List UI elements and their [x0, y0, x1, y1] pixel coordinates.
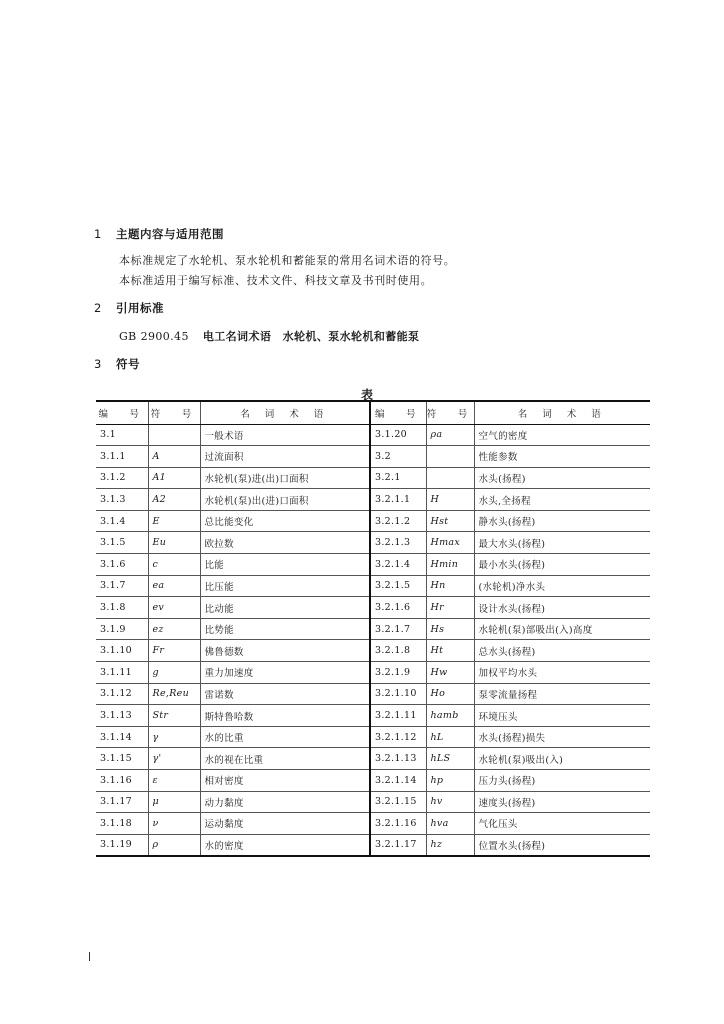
- table-row: [96, 424, 650, 446]
- table-row: [96, 748, 650, 770]
- cell-term: 最小水头(扬程): [474, 554, 650, 576]
- cell-number: 3.2.1.11: [370, 705, 426, 727]
- cell-symbol: Hs: [426, 618, 474, 640]
- header-number: 编 号: [370, 401, 426, 424]
- symbol-table: [96, 400, 650, 857]
- cell-term: 压力头(扬程): [474, 770, 650, 792]
- section-1-heading: [94, 226, 224, 242]
- referenced-standard: [119, 328, 419, 344]
- table-row: [96, 662, 650, 684]
- cell-number: 3.1.1: [96, 446, 148, 468]
- cell-symbol: Ht: [426, 640, 474, 662]
- table-row: [96, 467, 650, 489]
- cell-term: 水的密度: [200, 834, 370, 856]
- cell-term: 水轮机(泵)部吸出(入)高度: [474, 618, 650, 640]
- cell-term: 水轮机(泵)进(出)口面积: [200, 467, 370, 489]
- standard-code: GB 2900.45: [119, 330, 189, 343]
- scope-paragraph-1: 本标准规定了水轮机、泵水轮机和蓄能泵的常用名词术语的符号。: [119, 254, 456, 267]
- table-row: [96, 554, 650, 576]
- cell-symbol: Hw: [426, 662, 474, 684]
- table-row: [96, 489, 650, 511]
- cell-symbol: E: [148, 510, 200, 532]
- cell-symbol: H: [426, 489, 474, 511]
- cell-number: 3.2.1.16: [370, 813, 426, 835]
- cell-term: 气化压头: [474, 813, 650, 835]
- cell-symbol: ea: [148, 575, 200, 597]
- cell-term: 比动能: [200, 597, 370, 619]
- header-symbol: 符 号: [148, 401, 200, 424]
- cell-symbol: hv: [426, 791, 474, 813]
- cell-term: 比压能: [200, 575, 370, 597]
- cell-term: 水的比重: [200, 726, 370, 748]
- cell-symbol: [148, 424, 200, 446]
- table-row: [96, 446, 650, 468]
- cell-number: 3.1.14: [96, 726, 148, 748]
- table-row: [96, 532, 650, 554]
- cell-number: 3.2.1.13: [370, 748, 426, 770]
- cell-number: 3.1.13: [96, 705, 148, 727]
- cell-symbol: [426, 467, 474, 489]
- cell-term: 设计水头(扬程): [474, 597, 650, 619]
- cell-symbol: ev: [148, 597, 200, 619]
- cell-number: 3.1.15: [96, 748, 148, 770]
- cell-term: 重力加速度: [200, 662, 370, 684]
- cell-term: 比势能: [200, 618, 370, 640]
- header-term: 名 词 术 语: [200, 401, 370, 424]
- cell-term: 水的视在比重: [200, 748, 370, 770]
- table-row: [96, 575, 650, 597]
- table-row: [96, 726, 650, 748]
- cell-term: 佛鲁德数: [200, 640, 370, 662]
- cell-symbol: A1: [148, 467, 200, 489]
- cell-term: 相对密度: [200, 770, 370, 792]
- cell-term: (水轮机)净水头: [474, 575, 650, 597]
- cell-symbol: ν: [148, 813, 200, 835]
- cell-symbol: hz: [426, 834, 474, 856]
- cell-term: 斯特鲁哈数: [200, 705, 370, 727]
- cell-number: 3.1.17: [96, 791, 148, 813]
- cell-number: 3.2.1.15: [370, 791, 426, 813]
- cell-term: 环境压头: [474, 705, 650, 727]
- cell-symbol: Hst: [426, 510, 474, 532]
- table-row: [96, 597, 650, 619]
- cell-number: 3.2.1.4: [370, 554, 426, 576]
- standard-title: 电工名词术语 水轮机、泵水轮机和蓄能泵: [202, 330, 420, 343]
- cell-number: 3.2.1.8: [370, 640, 426, 662]
- cell-term: 水头(扬程): [474, 467, 650, 489]
- cell-number: 3.1.3: [96, 489, 148, 511]
- cell-number: 3.1.6: [96, 554, 148, 576]
- cell-number: 3.1.20: [370, 424, 426, 446]
- cell-term: 水头(扬程)损失: [474, 726, 650, 748]
- cell-term: 水头,全扬程: [474, 489, 650, 511]
- table-row: [96, 834, 650, 856]
- section-3-heading: [94, 356, 140, 372]
- table-row: [96, 770, 650, 792]
- cell-symbol: ez: [148, 618, 200, 640]
- cell-number: 3.2.1.12: [370, 726, 426, 748]
- cell-number: 3.2.1.10: [370, 683, 426, 705]
- cell-symbol: ρ: [148, 834, 200, 856]
- cell-term: 运动黏度: [200, 813, 370, 835]
- cell-symbol: γ': [148, 748, 200, 770]
- cell-number: 3.2.1.3: [370, 532, 426, 554]
- cell-number: 3.1: [96, 424, 148, 446]
- cell-number: 3.1.12: [96, 683, 148, 705]
- cell-symbol: Eu: [148, 532, 200, 554]
- cell-term: 比能: [200, 554, 370, 576]
- cell-term: 雷诺数: [200, 683, 370, 705]
- table-row: [96, 683, 650, 705]
- cell-symbol: Fr: [148, 640, 200, 662]
- table-row: [96, 791, 650, 813]
- cell-symbol: Str: [148, 705, 200, 727]
- cell-number: 3.1.19: [96, 834, 148, 856]
- cell-symbol: μ: [148, 791, 200, 813]
- table-header-row: [96, 401, 650, 424]
- cell-term: 空气的密度: [474, 424, 650, 446]
- cell-number: 3.2.1.6: [370, 597, 426, 619]
- cell-term: 总水头(扬程): [474, 640, 650, 662]
- cell-number: 3.1.5: [96, 532, 148, 554]
- cell-number: 3.1.7: [96, 575, 148, 597]
- header-number: 编 号: [96, 401, 148, 424]
- cell-number: 3.2.1.1: [370, 489, 426, 511]
- cell-number: 3.1.9: [96, 618, 148, 640]
- table-row: [96, 618, 650, 640]
- cell-symbol: hamb: [426, 705, 474, 727]
- cell-term: 静水头(扬程): [474, 510, 650, 532]
- section-number: 1: [94, 227, 102, 241]
- cell-number: 3.2.1.17: [370, 834, 426, 856]
- cell-number: 3.1.2: [96, 467, 148, 489]
- cell-symbol: A2: [148, 489, 200, 511]
- cell-number: 3.1.11: [96, 662, 148, 684]
- cell-number: 3.1.4: [96, 510, 148, 532]
- cell-symbol: ε: [148, 770, 200, 792]
- cell-number: 3.2.1.2: [370, 510, 426, 532]
- cell-symbol: Ho: [426, 683, 474, 705]
- cell-symbol: hL: [426, 726, 474, 748]
- cell-term: 一般术语: [200, 424, 370, 446]
- section-title: 主题内容与适用范围: [116, 227, 224, 241]
- cell-term: 速度头(扬程): [474, 791, 650, 813]
- cell-number: 3.1.16: [96, 770, 148, 792]
- cell-number: 3.2.1.5: [370, 575, 426, 597]
- cell-term: 位置水头(扬程): [474, 834, 650, 856]
- cell-term: 水轮机(泵)吸出(入): [474, 748, 650, 770]
- cell-symbol: A: [148, 446, 200, 468]
- cell-symbol: ρa: [426, 424, 474, 446]
- section-title: 引用标准: [116, 301, 164, 315]
- cell-term: 最大水头(扬程): [474, 532, 650, 554]
- cell-number: 3.2: [370, 446, 426, 468]
- header-symbol: 符 号: [426, 401, 474, 424]
- cell-symbol: hva: [426, 813, 474, 835]
- cell-term: 加权平均水头: [474, 662, 650, 684]
- table-caption: 表: [361, 388, 374, 402]
- cell-symbol: [426, 446, 474, 468]
- cell-symbol: Hn: [426, 575, 474, 597]
- scope-paragraph-2: 本标准适用于编写标准、技术文件、科技文章及书刊时使用。: [119, 274, 433, 287]
- cell-number: 3.2.1.9: [370, 662, 426, 684]
- cell-number: 3.2.1: [370, 467, 426, 489]
- cell-number: 3.2.1.7: [370, 618, 426, 640]
- cell-symbol: c: [148, 554, 200, 576]
- cell-term: 水轮机(泵)出(进)口面积: [200, 489, 370, 511]
- table-row: [96, 640, 650, 662]
- cell-term: 总比能变化: [200, 510, 370, 532]
- cell-term: 过流面积: [200, 446, 370, 468]
- table-row: [96, 510, 650, 532]
- cell-number: 3.2.1.14: [370, 770, 426, 792]
- cell-symbol: hLS: [426, 748, 474, 770]
- cell-symbol: γ: [148, 726, 200, 748]
- cell-term: 欧拉数: [200, 532, 370, 554]
- section-title: 符号: [116, 357, 140, 371]
- cell-number: 3.1.8: [96, 597, 148, 619]
- cell-symbol: g: [148, 662, 200, 684]
- cell-term: 泵零流量扬程: [474, 683, 650, 705]
- section-number: 2: [94, 301, 102, 315]
- cell-number: 3.1.18: [96, 813, 148, 835]
- table-row: [96, 705, 650, 727]
- cell-term: 动力黏度: [200, 791, 370, 813]
- margin-mark: [89, 952, 90, 961]
- cell-symbol: hp: [426, 770, 474, 792]
- cell-symbol: Hr: [426, 597, 474, 619]
- section-2-heading: [94, 300, 164, 316]
- cell-symbol: Hmin: [426, 554, 474, 576]
- cell-symbol: Hmax: [426, 532, 474, 554]
- cell-symbol: Re,Reu: [148, 683, 200, 705]
- cell-term: 性能参数: [474, 446, 650, 468]
- table-row: [96, 813, 650, 835]
- cell-number: 3.1.10: [96, 640, 148, 662]
- section-number: 3: [94, 357, 102, 371]
- header-term: 名 词 术 语: [474, 401, 650, 424]
